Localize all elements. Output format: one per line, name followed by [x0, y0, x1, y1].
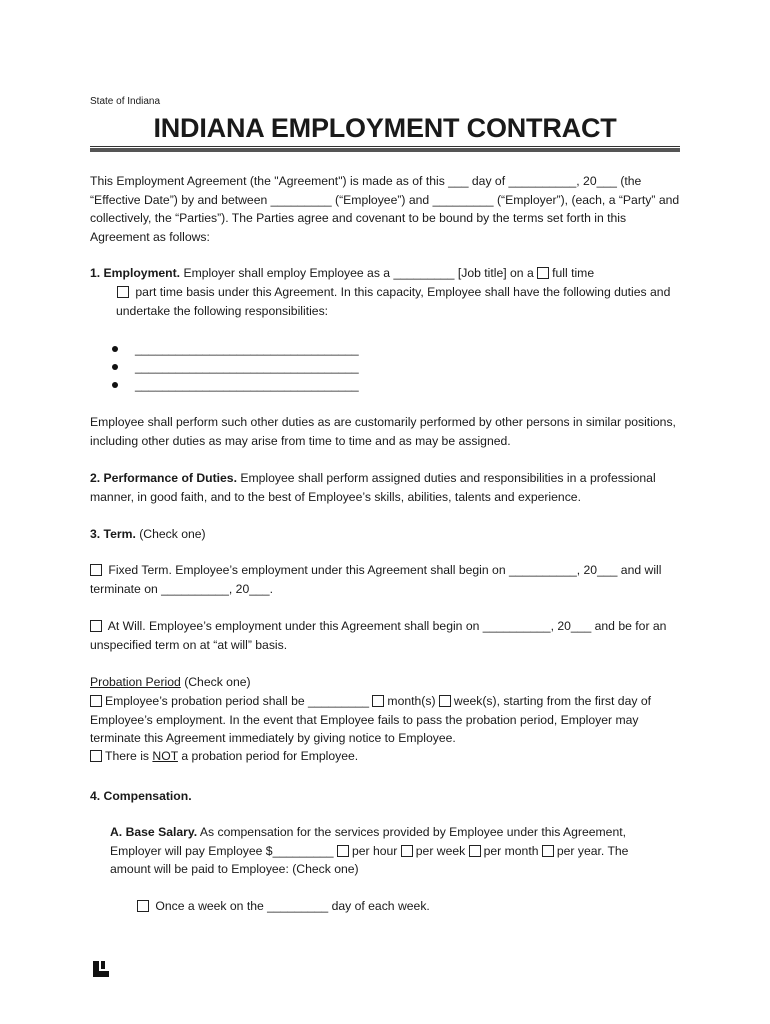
compensation-heading: 4. Compensation.	[90, 789, 192, 803]
probation-months-checkbox[interactable]	[372, 695, 384, 707]
per-hour-label: per hour	[351, 843, 398, 858]
probation-weeks-checkbox[interactable]	[439, 695, 451, 707]
per-week-label: per week	[415, 843, 466, 858]
performance-section	[90, 469, 680, 506]
employment-heading: 1. Employment.	[90, 266, 181, 280]
base-salary-heading: A. Base Salary.	[110, 825, 198, 839]
per-month-checkbox[interactable]	[469, 845, 481, 857]
at-will-option	[90, 617, 680, 654]
no-probation-option	[90, 747, 680, 766]
duty-blank: _________________________________	[135, 360, 359, 374]
title-rule-thin	[90, 146, 680, 147]
other-duties-paragraph: Employee shall perform such other duties as are customarily performed by other persons in similar positions, including other duties as may arise from time to time and as may be assigned.	[90, 415, 676, 448]
part-time-checkbox[interactable]	[117, 286, 129, 298]
fixed-term-option	[90, 561, 680, 598]
base-salary-text: As compensation for the services provided by Employee under this Agreement, Employer will pay Employee $_________	[110, 825, 627, 858]
once-week-checkbox[interactable]	[137, 900, 149, 912]
employment-text: Employer shall employ Employee as a _________ [Job title] on a	[183, 266, 534, 280]
part-time-line	[116, 283, 676, 320]
part-time-text: part time basis under this Agreement. In this capacity, Employee shall have the following duties and undertake the following responsibilities:	[116, 285, 671, 318]
probation-months-label: month(s)	[387, 694, 436, 708]
bullet-icon	[112, 364, 118, 370]
probation-heading: Probation Period	[90, 675, 181, 689]
state-label: State of Indiana	[90, 96, 161, 107]
probation-checkbox[interactable]	[90, 695, 102, 707]
employment-section	[90, 264, 680, 283]
term-heading: 3. Term.	[90, 527, 136, 541]
no-probation-not: NOT	[152, 749, 178, 763]
once-week-option	[137, 897, 677, 916]
at-will-checkbox[interactable]	[90, 620, 102, 632]
per-year-checkbox[interactable]	[542, 845, 554, 857]
full-time-label: full time	[552, 266, 595, 280]
full-time-checkbox[interactable]	[537, 267, 549, 279]
title-rule-thick	[90, 148, 680, 152]
fixed-term-text: Fixed Term. Employee’s employment under this Agreement shall begin on __________, 20___ and will terminate on __________, 20___.	[90, 563, 662, 596]
list-item	[112, 358, 412, 376]
document-title: INDIANA EMPLOYMENT CONTRACT	[153, 113, 617, 143]
legal-templates-logo-icon	[92, 960, 110, 978]
performance-heading: 2. Performance of Duties.	[90, 471, 237, 485]
duty-blank: _________________________________	[135, 342, 359, 356]
duties-list	[112, 340, 412, 394]
no-probation-post: a probation period for Employee.	[181, 749, 359, 763]
probation-heading-line	[90, 673, 680, 692]
list-item	[112, 340, 412, 358]
no-probation-pre: There is	[105, 749, 150, 763]
per-month-label: per month	[483, 843, 539, 858]
per-hour-checkbox[interactable]	[337, 845, 349, 857]
probation-option	[90, 692, 680, 748]
probation-note: (Check one)	[184, 675, 251, 689]
performance-text: Employee shall perform assigned duties and responsibilities in a professional manner, in good faith, and to the best of Employee’s skills, abilities, talents and experience.	[90, 471, 656, 504]
term-heading-line	[90, 525, 680, 544]
once-week-text: Once a week on the _________ day of each week.	[155, 899, 430, 913]
at-will-text: At Will. Employee’s employment under this Agreement shall begin on __________, 20___ and be for an unspecified term on at “at will” basis.	[90, 619, 667, 652]
bullet-icon	[112, 382, 118, 388]
no-probation-checkbox[interactable]	[90, 750, 102, 762]
intro-paragraph: This Employment Agreement (the "Agreement") is made as of this ___ day of __________, 20___ (the “Effective Date”) by and between _________ (“Employee”) and _________ (“Employer”), (each, a “Party” and collectively, the “Parties”). The Parties agree and covenant to be bound by the terms set forth in this Agreement as follows:	[90, 174, 680, 244]
fixed-term-checkbox[interactable]	[90, 564, 102, 576]
probation-weeks-text: week(s), starting from the first day of Employee’s employment. In the event that Employee fails to pass the probation period, Employer may terminate this Agreement immediately by giving notice to Employee.	[90, 694, 652, 745]
base-salary-section	[110, 823, 670, 879]
list-item	[112, 376, 412, 394]
per-week-checkbox[interactable]	[401, 845, 413, 857]
duty-blank: _________________________________	[135, 378, 359, 392]
bullet-icon	[112, 346, 118, 352]
term-note: (Check one)	[139, 527, 206, 541]
probation-text: Employee’s probation period shall be _________	[105, 694, 370, 708]
per-year-text: per year. The amount will be paid to Employee: (Check one)	[110, 843, 629, 876]
